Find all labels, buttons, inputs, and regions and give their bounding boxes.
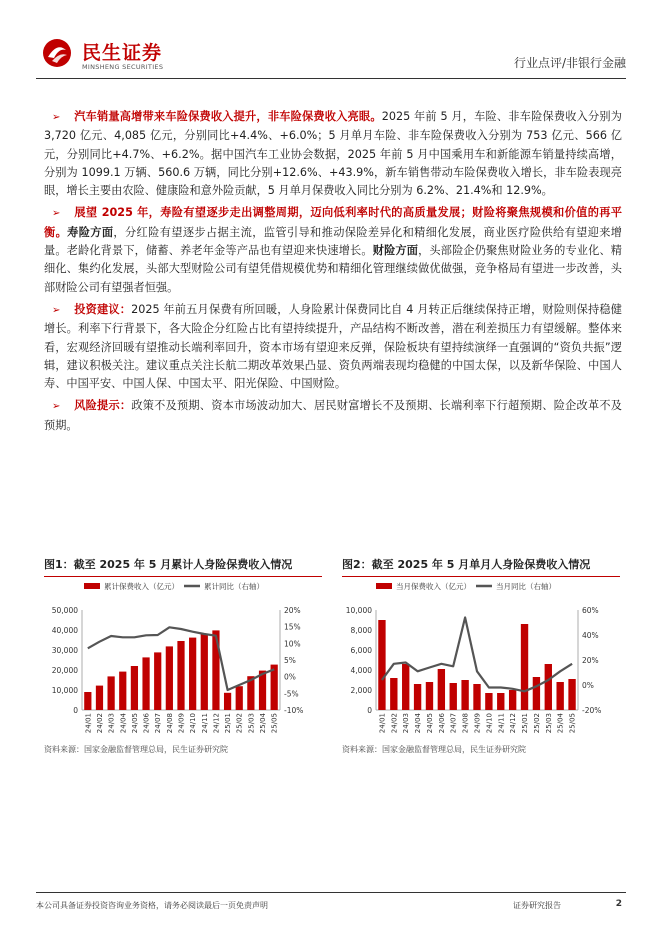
bar [438,669,445,710]
page-header [36,30,626,79]
y-right-tick-label: 0% [582,681,594,690]
figure-title: 图1：截至 2025 年 5 月累计人身险保费收入情况 [44,556,322,577]
paragraph-auto-insurance [44,108,622,200]
paragraph-lead: 风险提示： [74,399,132,413]
bar [236,686,243,710]
page-number: 2 [615,899,622,909]
paragraph-lead: 展望 2025 年，寿险有望逐步走出调整周期，迈向低利率时代的高质量发展；财险将聚焦规模和价值的再平衡。 [44,206,622,239]
x-tick-label: 25/04 [259,713,267,734]
y-right-tick-label: -5% [284,689,299,699]
x-tick-label: 24/09 [177,713,186,734]
x-tick-label: 24/03 [402,713,411,734]
x-tick-label: 24/04 [414,713,423,734]
x-tick-label: 24/06 [142,713,151,734]
figure-2 [342,556,620,754]
legend-bar-swatch [84,583,100,589]
figure-1 [44,556,322,754]
y-right-tick-label: 10% [284,639,301,649]
bar [521,624,528,710]
bar [545,664,552,710]
bar [96,686,103,710]
y-left-tick-label: 30,000 [51,646,78,655]
bar [568,679,575,710]
bar [84,692,91,710]
legend-line-label: 当月同比（右轴） [496,582,556,591]
chart-monthly-premium [342,578,620,740]
company-logo [42,36,192,76]
paragraph-investment-advice [44,301,622,393]
report-category: 行业点评/非银行金融 [513,56,626,70]
x-tick-label: 24/12 [212,713,221,734]
x-tick-label: 24/08 [165,713,174,734]
bar [119,672,126,710]
y-right-tick-label: 0% [284,672,296,682]
legend-bar-label: 当月保费收入（亿元） [396,582,471,591]
x-tick-label: 24/03 [107,713,116,734]
bar [166,646,173,710]
bar [154,652,161,710]
logo-mark-icon [42,38,72,68]
bar [224,693,231,710]
life-insurance-text: ，分红险有望逐步占据主流，监管引导和推动保险差异化和精细化发展，商业医疗险供给有望迎来增量。老龄化背景下，储蓄、养老年金等产品也有望迎来快速增长。 [44,225,622,258]
bullet-arrow-icon: ➢ [52,304,61,316]
bar [461,680,468,710]
logo-text-cn: 民生证券 [82,42,163,64]
y-right-tick-label: 60% [582,606,599,615]
bar [201,634,208,710]
figure-title: 图2：截至 2025 年 5 月单月人身险保费收入情况 [342,556,620,577]
bar [414,684,421,710]
y-right-tick-label: 15% [284,622,301,632]
x-tick-label: 24/02 [96,713,104,734]
x-tick-label: 25/03 [544,713,553,734]
paragraph-text: 2025 年前五月保费有所回暖，人身险累计保费同比自 4 月转正后继续保持正增，财险则保持稳健增长。利率下行背景下，各大险企分红险占比有望持续提升，产品结构不断改善，潜在利差损压力有望缓解。整体来看，宏观经济回暖有望推动长端利率回升，资本市场有望迎来反弹，保险板块有望持续演绎一直强调的“资负共振”逻辑，建议积极关注。建议重点关注长航二期改革效果凸显、资负两端表现均稳健的中国太保，以及新华保险、中国人寿、中国平安、中国人保、中国太平、阳光保险、中国财险。 [44,302,622,391]
bar [402,664,409,710]
chart-cumulative-premium [44,578,322,740]
x-tick-label: 24/02 [390,713,399,734]
x-tick-label: 24/07 [154,713,163,734]
x-tick-label: 24/12 [509,713,518,734]
x-tick-label: 24/11 [497,713,506,734]
paragraph-text: 2025 年前 5 月，车险、非车险保费收入分别为 3,720 亿元、4,085 亿元，分别同比+4.4%、+6.0%；5 月单月车险、非车险保费收入分别为 753 亿元、566 亿元，分别同比+4.7%、+6.2%。据中国汽车工业协会数据，2025 年前 5 月中国乘用车和新能源车销量持续高增，分别为 1099.1 万辆、560.6 万辆，同比分别+12.6%、+43.9%，新车销售带动车险保费收入增长，非车险表现亮眼，增长主要由农险、健康险和意外险贡献，5 月单月保费收入同比分别为 6.2%、21.4%和 12.9%。 [44,110,622,198]
paragraph-outlook [44,204,622,296]
x-tick-label: 24/01 [378,713,387,734]
x-tick-label: 25/05 [568,713,577,734]
page-footer [36,892,626,917]
bar [177,641,184,710]
legend-bar-swatch [376,583,392,589]
x-tick-label: 25/01 [224,713,233,734]
bullet-arrow-icon: ➢ [52,208,61,220]
y-left-tick-label: 10,000 [51,686,78,695]
legend-bar-label: 累计保费收入（亿元） [104,582,179,591]
x-tick-label: 24/07 [449,713,458,734]
logo-text-en: MINSHENG SECURITIES [82,63,164,71]
x-tick-label: 24/05 [130,713,139,734]
y-right-tick-label: -10% [284,706,304,715]
bar [556,682,563,710]
bullet-arrow-icon: ➢ [52,112,61,123]
x-tick-label: 24/04 [119,713,128,734]
bar [142,657,149,710]
x-tick-label: 24/05 [426,713,434,734]
x-tick-label: 24/01 [84,713,93,734]
figure-source: 资料来源：国家金融监督管理总局，民生证券研究院 [342,745,526,754]
y-left-tick-label: 50,000 [51,606,78,615]
y-left-tick-label: 6,000 [350,646,372,655]
bullet-arrow-icon: ➢ [52,401,61,413]
paragraph-risk [44,397,622,435]
y-left-tick-label: 40,000 [51,626,78,635]
y-left-tick-label: 0 [367,706,372,715]
x-tick-label: 25/04 [556,713,565,734]
x-tick-label: 24/10 [189,713,198,734]
x-tick-label: 25/02 [235,713,244,734]
y-left-tick-label: 10,000 [345,606,372,615]
y-left-tick-label: 4,000 [350,666,372,675]
y-left-tick-label: 0 [73,706,78,715]
x-tick-label: 25/03 [247,713,256,734]
paragraph-text: 政策不及预期、资本市场波动加大、居民财富增长不及预期、长端利率下行超预期、险企改革不及预期。 [44,399,622,432]
x-tick-label: 25/02 [532,713,541,734]
legend-line-label: 累计同比（右轴） [204,582,264,591]
y-right-tick-label: 20% [582,656,599,665]
property-insurance-label: 财险方面 [372,244,419,258]
bar [189,638,196,710]
x-tick-label: 25/05 [270,713,279,734]
report-body [44,108,622,439]
bar [533,677,540,710]
x-tick-label: 24/06 [437,713,446,734]
x-tick-label: 24/09 [473,713,482,734]
paragraph-lead: 汽车销量高增带来车险保费收入提升，非车险保费收入亮眼。 [74,110,382,123]
bar [473,684,480,710]
y-left-tick-label: 20,000 [51,666,78,675]
figure-source: 资料来源：国家金融监督管理总局，民生证券研究院 [44,745,228,754]
y-right-tick-label: 5% [284,656,296,665]
x-tick-label: 24/10 [485,713,494,734]
life-insurance-label: 寿险方面 [67,225,114,239]
bar [497,693,504,710]
y-left-tick-label: 2,000 [350,686,372,695]
x-tick-label: 25/01 [521,713,529,734]
bar [426,682,433,710]
bar [378,620,385,710]
y-right-tick-label: 20% [284,606,301,615]
footer-disclaimer: 本公司具备证券投资咨询业务资格，请务必阅读最后一页免责声明 [36,901,268,910]
y-left-tick-label: 8,000 [350,626,372,635]
bar [131,666,138,710]
bar [485,693,492,710]
bar [212,630,219,710]
paragraph-lead: 投资建议： [74,302,132,316]
x-tick-label: 24/08 [461,713,470,734]
y-right-tick-label: -20% [582,706,602,715]
series-line [382,618,572,692]
footer-report-type: 证券研究报告 [513,901,561,910]
bar [509,690,516,710]
x-tick-label: 24/11 [200,713,209,734]
property-insurance-text: ，头部险企仍聚焦财险业务的专业化、精细化、集约化发展，头部大型财险公司有望凭借规模优势和精细化管理继续做优做强，竞争格局有望进一步改善，头部财险公司有望强者恒强。 [44,244,622,294]
bar [390,678,397,710]
bar [108,676,115,710]
y-right-tick-label: 40% [582,631,599,640]
bar [450,683,457,710]
